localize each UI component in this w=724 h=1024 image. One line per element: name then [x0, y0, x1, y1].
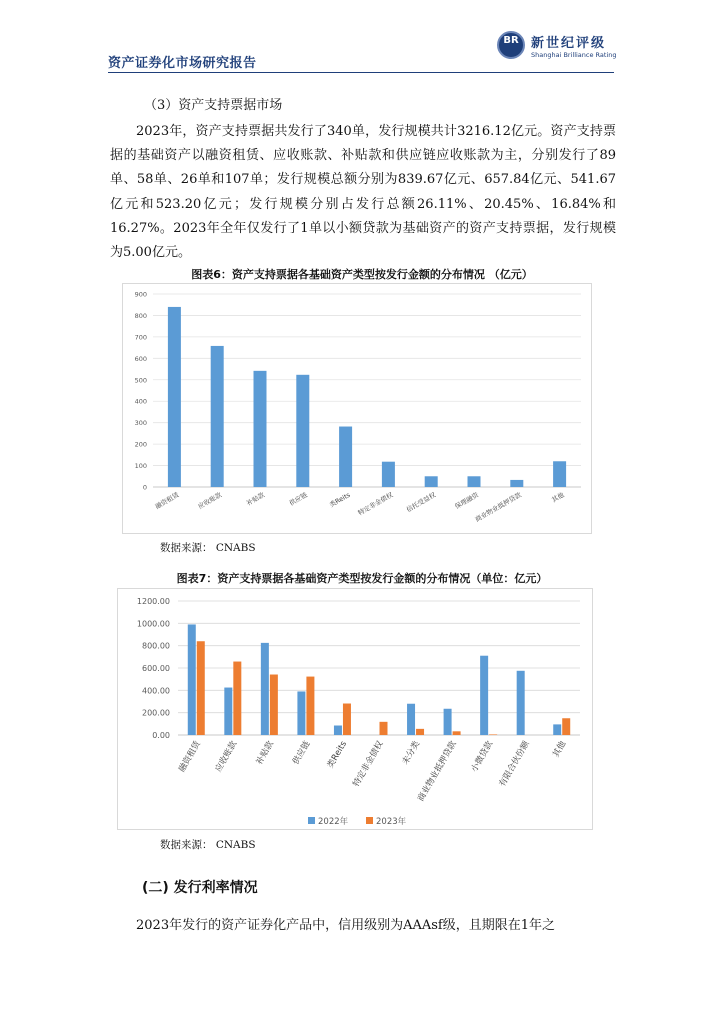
- x-tick-label: 保理融资: [453, 490, 480, 511]
- company-logo: [497, 31, 617, 67]
- figure7-svg: [118, 589, 592, 829]
- section-heading: （3）资产支持票据市场: [144, 98, 283, 113]
- y-tick-label: 500: [134, 376, 147, 385]
- bar-series1: [517, 671, 525, 735]
- bar: [211, 346, 224, 487]
- x-tick-label: 商业物业抵押贷款: [473, 490, 523, 524]
- bar-series1: [224, 688, 232, 735]
- bar-series1: [297, 691, 305, 735]
- y-tick-label: 100: [134, 462, 147, 471]
- bar-series2: [306, 677, 314, 735]
- logo-mark: BR: [503, 35, 519, 46]
- x-tick-label: 有限合伙份额: [497, 739, 532, 789]
- bar-series2: [416, 729, 424, 735]
- y-tick-label: 600.00: [142, 664, 170, 673]
- x-tick-label: 供应链: [291, 739, 313, 767]
- logo-name-cn: 新世纪评级: [531, 36, 607, 51]
- bar: [468, 476, 481, 487]
- y-tick-label: 0.00: [152, 731, 170, 740]
- x-tick-label: 融资租赁: [153, 490, 181, 511]
- y-tick-label: 400: [134, 397, 147, 406]
- figure6-chart: [122, 283, 592, 534]
- bar-series2: [453, 731, 461, 735]
- bar: [296, 375, 309, 487]
- x-tick-label: 类Reits: [325, 739, 350, 770]
- x-tick-label: 应收账款: [213, 739, 240, 774]
- x-tick-label: 特定非金债权: [356, 490, 395, 518]
- bar-series1: [407, 704, 415, 735]
- x-tick-label: 其他: [551, 739, 569, 760]
- x-tick-label: 未分类: [400, 739, 423, 767]
- figure6-caption: 图表6：资产支持票据各基础资产类型按发行金额的分布情况 （亿元）: [191, 268, 533, 281]
- bar-series1: [444, 709, 452, 735]
- figure6-source: 数据来源： CNABS: [160, 542, 256, 554]
- subsection-heading: (二) 发行利率情况: [142, 880, 258, 896]
- x-tick-label: 应收账款: [196, 490, 224, 511]
- bar: [339, 427, 352, 487]
- bar-series2: [489, 734, 497, 735]
- x-tick-label: 小微贷款: [469, 739, 496, 774]
- bar: [425, 476, 438, 487]
- report-title: 资产证券化市场研究报告: [108, 56, 257, 71]
- x-tick-label: 商业物业抵押贷款: [416, 739, 459, 804]
- y-tick-label: 0: [142, 483, 147, 492]
- y-tick-label: 400.00: [142, 686, 170, 696]
- legend-label: 2023年: [376, 817, 407, 827]
- x-tick-label: 特定非金债权: [351, 739, 386, 789]
- bar-series2: [380, 722, 388, 735]
- x-tick-label: 类Reits: [328, 490, 352, 509]
- bar-series1: [188, 624, 196, 735]
- y-tick-label: 1200.00: [136, 597, 170, 606]
- figure7-chart: [117, 588, 593, 830]
- bar-series2: [270, 675, 278, 735]
- y-tick-label: 200: [134, 440, 147, 449]
- y-tick-label: 800.00: [142, 641, 170, 651]
- figure7-caption: 图表7：资产支持票据各基础资产类型按发行金额的分布情况（单位：亿元）: [176, 572, 548, 585]
- legend-label: 2022年: [318, 817, 349, 827]
- y-tick-label: 600: [134, 354, 147, 363]
- bar-series2: [197, 641, 205, 735]
- bar: [382, 462, 395, 487]
- bar-series2: [562, 718, 570, 735]
- header-divider: [108, 72, 614, 73]
- y-tick-label: 1000.00: [136, 619, 170, 629]
- bar-series1: [334, 726, 342, 735]
- x-tick-label: 其他: [550, 490, 566, 505]
- legend-swatch: [366, 817, 373, 824]
- bar-series2: [343, 704, 351, 735]
- x-tick-label: 补贴款: [245, 490, 266, 508]
- figure7-source: 数据来源： CNABS: [160, 839, 256, 851]
- y-tick-label: 900: [134, 290, 147, 299]
- y-tick-label: 700: [134, 333, 147, 342]
- bar-series2: [233, 662, 241, 735]
- figure6-svg: [123, 284, 591, 533]
- bar: [254, 371, 267, 487]
- bar-series1: [553, 724, 561, 735]
- bar: [510, 480, 523, 487]
- y-tick-label: 200.00: [142, 708, 170, 718]
- x-tick-label: 供应链: [287, 490, 309, 508]
- bar: [168, 307, 181, 487]
- bar-series1: [261, 643, 269, 735]
- body-paragraph-2: 2023年发行的资产证券化产品中，信用级别为AAAsf级，且期限在1年之: [136, 918, 556, 933]
- logo-name-en: Shanghai Brilliance Rating: [531, 51, 617, 59]
- x-tick-label: 补贴款: [254, 739, 276, 767]
- y-tick-label: 800: [134, 311, 147, 320]
- legend-swatch: [308, 817, 315, 824]
- bar-series1: [480, 656, 488, 735]
- x-tick-label: 融资租赁: [177, 739, 203, 774]
- body-paragraph: 2023年，资产支持票据共发行了340单，发行规模共计3216.12亿元。资产支持票据的基础资产以融资租赁、应收账款、补贴款和供应链应收账款为主，分别发行了89单、58单、26单和107单；发行规模总额分别为839.67亿元、657.84亿元、541.67亿元和523.20亿元；发行规模分别占发行总额26.11%、20.45%、16.84%和16.27%。2023年全年仅发行了1单以小额贷款为基础资产的资产支持票据，发行规模为5.00亿元。: [110, 124, 616, 261]
- x-tick-label: 信托受益权: [405, 490, 438, 514]
- y-tick-label: 300: [134, 419, 147, 428]
- bar: [553, 461, 566, 487]
